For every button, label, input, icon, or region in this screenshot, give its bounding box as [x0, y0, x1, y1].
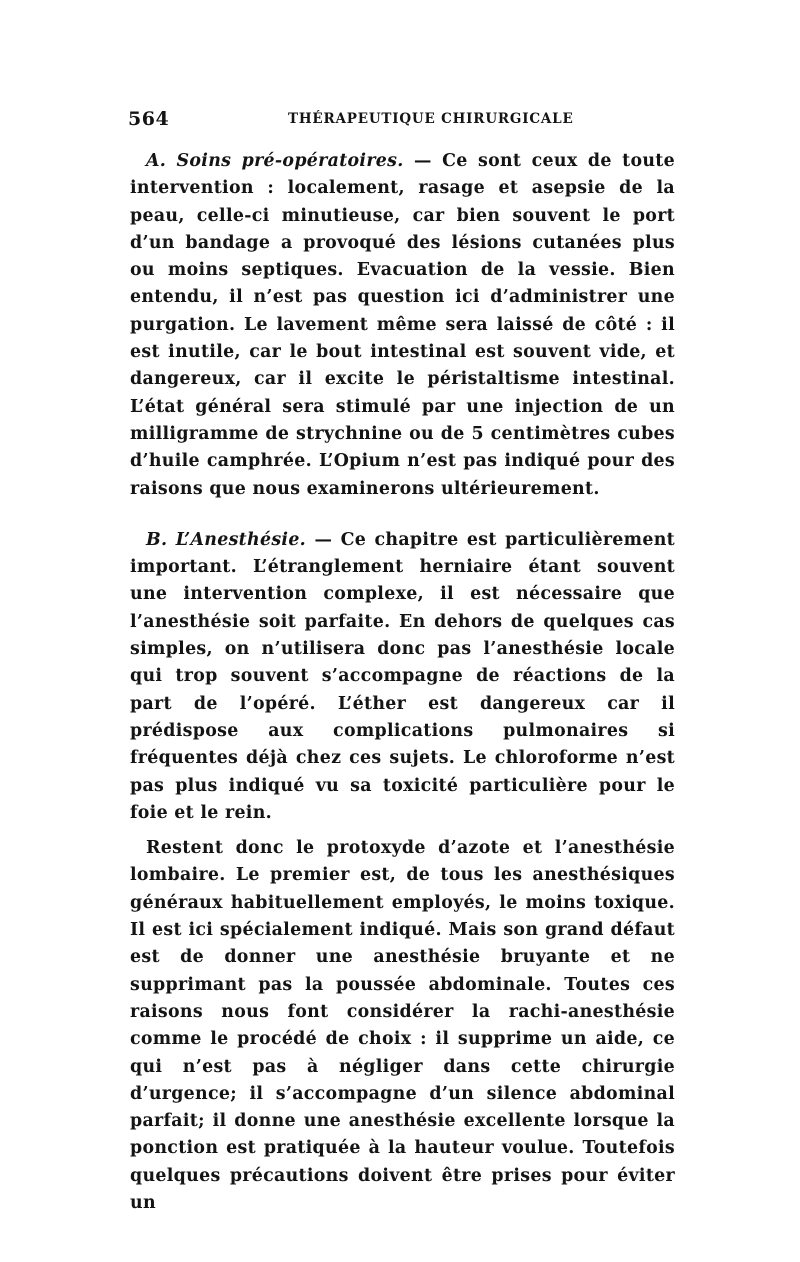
section-text-b: — Ce chapitre est particulièrement important. L’étranglement herniaire étant souvent une intervention complexe, il est nécessaire que l’anesthésie soit parfaite. En dehors de quelques cas simples, on n’utilisera donc pas l’anesthésie locale qui trop souvent s’accompagne de réactions de la part de l’opéré. L’éther est dangereux car il prédispose aux complications pulmonaires si fréquentes déjà chez ces sujets. Le chloroforme n’est pas plus indiqué vu sa toxicité particulière pour le foie et le rein.	[130, 529, 676, 823]
section-text-a: — Ce sont ceux de toute intervention : localement, rasage et asepsie de la peau, celle-ci minutieuse, car bien souvent le port d’un bandage a provoqué des lésions cutanées plus ou moins septiques. Evacuation de la vessie. Bien entendu, il n’est pas question ici d’administrer une purgation. Le lavement même sera laissé de côté : il est inutile, car le bout intestinal est souvent vide, et dangereux, car il excite le péristaltisme intestinal. L’état général sera stimulé par une injection de un milligramme de strychnine ou de 5 centimètres cubes d’huile camphrée. L’Opium n’est pas indiqué pour des raisons que nous examinerons ultérieurement.	[130, 151, 675, 499]
running-head: THÉRAPEUTIQUE CHIRURGICALE	[288, 111, 574, 127]
section-title-a: A. Soins pré-opératoires.	[146, 151, 404, 171]
paragraph-continuation: Restent donc le protoxyde d’azote et l’anesthésie lombaire. Le premier est, de tous les anesthésiques généraux habituellement employés, le moins toxique. Il est ici spécialement indiqué. Mais son grand défaut est de donner une anesthésie bruyante et ne supprimant pas la poussée abdominale. Toutes ces raisons nous font considérer la rachi-anesthésie comme le procédé de choix : il supprime un aide, ce qui n’est pas à négliger dans cette chirurgie d’urgence; il s’accompagne d’un silence abdominal parfait; il donne une anesthésie excellente lorsque la ponction est pratiquée à la hauteur voulue. Toutefois quelques précautions doivent être prises pour éviter un	[130, 838, 675, 1213]
page-body	[130, 148, 675, 1217]
page-header	[128, 108, 674, 132]
section-title-b: B. L’Anesthésie.	[146, 529, 307, 550]
page-number: 564	[128, 108, 170, 130]
paragraph-soins-pre-operatoires	[130, 148, 675, 503]
paragraph-anesthesie	[130, 527, 675, 827]
